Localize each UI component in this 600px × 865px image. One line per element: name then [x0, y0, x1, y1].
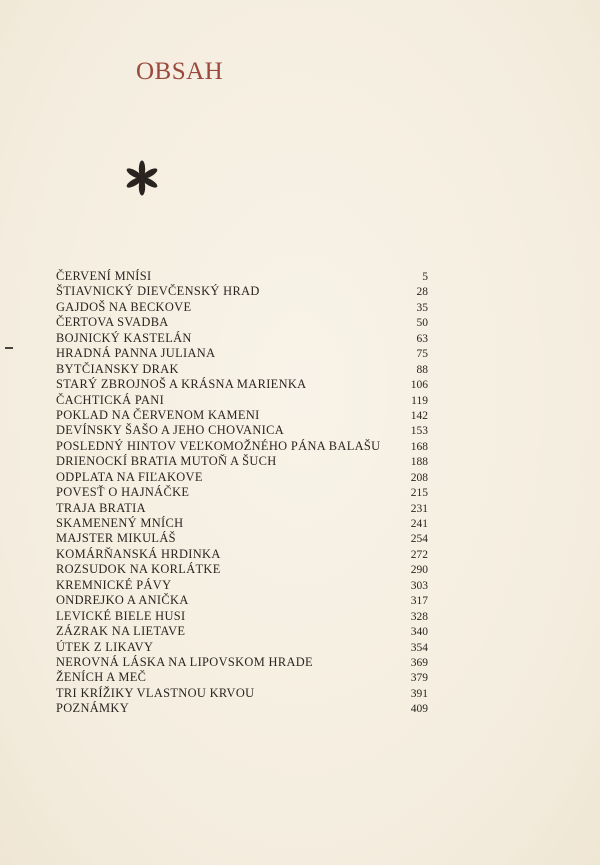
- toc-entry: [56, 315, 428, 330]
- toc-entry-page-number: 142: [410, 409, 428, 422]
- toc-entry-title: TRI KRÍŽIKY VLASTNOU KRVOU: [56, 685, 255, 700]
- toc-entry-page-number: 106: [410, 379, 428, 392]
- toc-entry-page-number: 88: [416, 363, 428, 376]
- toc-entry-title: SKAMENENÝ MNÍCH: [56, 516, 184, 530]
- toc-entry: [56, 686, 428, 701]
- toc-entry-title: ODPLATA NA FIĽAKOVE: [56, 469, 203, 484]
- toc-entry-title: ČERVENÍ MNÍSI: [56, 269, 152, 283]
- toc-entry: [56, 284, 428, 299]
- toc-entry-page-number: 63: [416, 332, 428, 345]
- toc-entry: [56, 485, 428, 500]
- toc-entry-title: KOMÁRŇANSKÁ HRDINKA: [56, 546, 221, 561]
- toc-entry-title: MAJSTER MIKULÁŠ: [56, 531, 176, 546]
- toc-entry-page-number: 369: [410, 656, 428, 669]
- toc-entry: [56, 300, 428, 315]
- toc-entry-title: DEVÍNSKY ŠAŠO A JEHO CHOVANICA: [56, 423, 285, 438]
- toc-entry-page-number: 188: [410, 456, 428, 469]
- toc-entry-title: ČACHTICKÁ PANI: [56, 392, 165, 407]
- toc-entry-page-number: 168: [410, 440, 428, 453]
- toc-entry-page-number: 317: [410, 595, 428, 608]
- toc-entry-title: ŠTIAVNICKÝ DIEVČENSKÝ HRAD: [56, 284, 260, 299]
- toc-entry-page-number: 231: [410, 502, 428, 515]
- toc-entry: [56, 624, 428, 639]
- toc-entry-page-number: 290: [410, 564, 428, 577]
- toc-entry-page-number: 272: [410, 548, 428, 561]
- toc-entry-title: ÚTEK Z LIKAVY: [56, 639, 154, 654]
- toc-entry-page-number: 241: [410, 518, 428, 530]
- margin-mark: [5, 347, 13, 349]
- toc-entry-title: ZÁZRAK NA LIETAVE: [56, 624, 186, 639]
- toc-entry-page-number: 35: [416, 301, 428, 314]
- toc-entry-title: ČERTOVA SVADBA: [56, 315, 169, 330]
- toc-entry-page-number: 379: [410, 672, 428, 685]
- toc-entry-title: STARÝ ZBROJNOŠ A KRÁSNA MARIENKA: [56, 377, 307, 392]
- toc-entry-title: POVESŤ O HAJNÁČKE: [56, 485, 190, 500]
- toc-entry-page-number: 391: [410, 687, 428, 700]
- toc-entry: [56, 578, 428, 593]
- toc-entry: [56, 655, 428, 670]
- toc-entry-title: POKLAD NA ČERVENOM KAMENI: [56, 407, 260, 422]
- toc-entry: [56, 346, 428, 361]
- toc-entry: [56, 439, 428, 454]
- toc-entry-page-number: 303: [410, 579, 428, 592]
- asterisk-ornament-icon: [124, 160, 160, 196]
- toc-entry: [56, 454, 428, 469]
- table-of-contents: [56, 269, 428, 717]
- toc-entry-title: NEROVNÁ LÁSKA NA LIPOVSKOM HRADE: [56, 654, 313, 669]
- toc-entry-title: ONDREJKO A ANIČKA: [56, 593, 189, 608]
- page-title: OBSAH: [136, 58, 224, 85]
- toc-entry-title: LEVICKÉ BIELE HUSI: [56, 608, 186, 623]
- toc-entry-title: TRAJA BRATIA: [56, 500, 146, 515]
- toc-entry-page-number: 215: [410, 487, 428, 500]
- toc-entry-title: GAJDOŠ NA BECKOVE: [56, 299, 192, 314]
- toc-entry-page-number: 208: [410, 471, 428, 484]
- toc-entry-page-number: 354: [410, 641, 428, 654]
- toc-entry-page-number: 75: [416, 348, 428, 361]
- toc-entry: [56, 377, 428, 392]
- toc-entry: [56, 362, 428, 377]
- toc-entry-title: ROZSUDOK NA KORLÁTKE: [56, 562, 221, 577]
- toc-entry-page-number: 409: [410, 703, 428, 716]
- toc-entry-page-number: 28: [416, 286, 428, 299]
- toc-entry: [56, 609, 428, 624]
- toc-entry-page-number: 119: [411, 394, 428, 407]
- toc-entry: [56, 531, 428, 546]
- toc-entry: [56, 269, 428, 284]
- toc-entry-page-number: 5: [422, 271, 428, 283]
- toc-entry-title: BYTČIANSKY DRAK: [56, 361, 179, 376]
- toc-entry-title: POSLEDNÝ HINTOV VEĽKOMOŽNÉHO PÁNA BALAŠU: [56, 438, 381, 453]
- toc-entry-page-number: 254: [410, 533, 428, 546]
- toc-entry-title: KREMNICKÉ PÁVY: [56, 577, 172, 592]
- toc-entry: [56, 547, 428, 562]
- toc-entry: [56, 562, 428, 577]
- toc-entry-title: DRIENOCKÍ BRATIA MUTOŇ A ŠUCH: [56, 454, 277, 469]
- toc-entry: [56, 408, 428, 423]
- toc-entry: [56, 593, 428, 608]
- toc-entry-page-number: 153: [410, 425, 428, 438]
- toc-entry: [56, 393, 428, 408]
- toc-entry: [56, 423, 428, 438]
- toc-entry-page-number: 328: [410, 610, 428, 623]
- toc-entry-title: ŽENÍCH A MEČ: [56, 670, 147, 685]
- toc-entry: [56, 640, 428, 655]
- toc-entry-title: BOJNICKÝ KASTELÁN: [56, 330, 192, 345]
- toc-entry-page-number: 340: [410, 626, 428, 639]
- toc-entry-title: HRADNÁ PANNA JULIANA: [56, 346, 216, 361]
- toc-entry-page-number: 50: [416, 317, 428, 330]
- toc-entry: [56, 701, 428, 716]
- toc-entry: [56, 670, 428, 685]
- toc-entry: [56, 501, 428, 516]
- toc-entry: [56, 470, 428, 485]
- toc-entry-title: POZNÁMKY: [56, 701, 130, 716]
- toc-entry: [56, 516, 428, 531]
- toc-entry: [56, 331, 428, 346]
